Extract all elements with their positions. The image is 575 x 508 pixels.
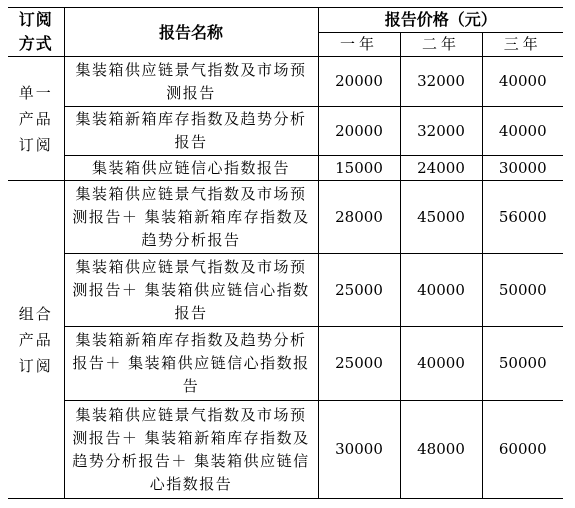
report-name-cell: 集装箱新箱库存指数及趋势分析报告	[64, 107, 318, 156]
header-year1: 一年	[318, 32, 400, 57]
subscription-price-table	[8, 7, 563, 499]
price-one-year: 25000	[318, 327, 400, 401]
price-two-year: 48000	[400, 401, 482, 499]
price-one-year: 30000	[318, 401, 400, 499]
table-row	[8, 327, 563, 401]
report-name-cell: 集装箱供应链景气指数及市场预测报告＋ 集装箱新箱库存指数及趋势分析报告	[64, 181, 318, 254]
price-one-year: 20000	[318, 107, 400, 156]
report-name-cell: 集装箱新箱库存指数及趋势分析报告＋ 集装箱供应链信心指数报告	[64, 327, 318, 401]
price-two-year: 40000	[400, 327, 482, 401]
header-year2: 二年	[400, 32, 482, 57]
price-two-year: 24000	[400, 156, 482, 181]
price-two-year: 32000	[400, 57, 482, 107]
price-two-year: 32000	[400, 107, 482, 156]
price-three-year: 40000	[482, 57, 563, 107]
price-three-year: 40000	[482, 107, 563, 156]
price-three-year: 56000	[482, 181, 563, 254]
price-one-year: 15000	[318, 156, 400, 181]
table-row	[8, 401, 563, 499]
price-three-year: 50000	[482, 327, 563, 401]
price-three-year: 30000	[482, 156, 563, 181]
price-one-year: 28000	[318, 181, 400, 254]
report-name-cell: 集装箱供应链信心指数报告	[64, 156, 318, 181]
header-report-price: 报告价格（元）	[318, 8, 563, 33]
price-three-year: 50000	[482, 254, 563, 327]
table-row	[8, 181, 563, 254]
report-name-cell: 集装箱供应链景气指数及市场预测报告＋ 集装箱供应链信心指数报告	[64, 254, 318, 327]
table-row	[8, 254, 563, 327]
report-name-cell: 集装箱供应链景气指数及市场预测报告＋ 集装箱新箱库存指数及趋势分析报告＋ 集装箱供应链信心指数报告	[64, 401, 318, 499]
price-three-year: 60000	[482, 401, 563, 499]
header-mode-line1: 订阅	[18, 10, 53, 29]
header-year3: 三年	[482, 32, 563, 57]
price-two-year: 45000	[400, 181, 482, 254]
price-two-year: 40000	[400, 254, 482, 327]
table-row	[8, 156, 563, 181]
header-subscription-mode	[8, 8, 64, 57]
price-one-year: 20000	[318, 57, 400, 107]
report-name-cell: 集装箱供应链景气指数及市场预测报告	[64, 57, 318, 107]
price-table-container	[8, 7, 563, 499]
single-product-mode-cell: 单一 产品 订阅	[8, 57, 64, 181]
combined-product-mode-cell: 组合 产品 订阅	[8, 181, 64, 499]
table-row	[8, 107, 563, 156]
table-row	[8, 57, 563, 107]
header-mode-line2: 方式	[18, 34, 53, 53]
header-report-name: 报告名称	[64, 8, 318, 57]
price-one-year: 25000	[318, 254, 400, 327]
